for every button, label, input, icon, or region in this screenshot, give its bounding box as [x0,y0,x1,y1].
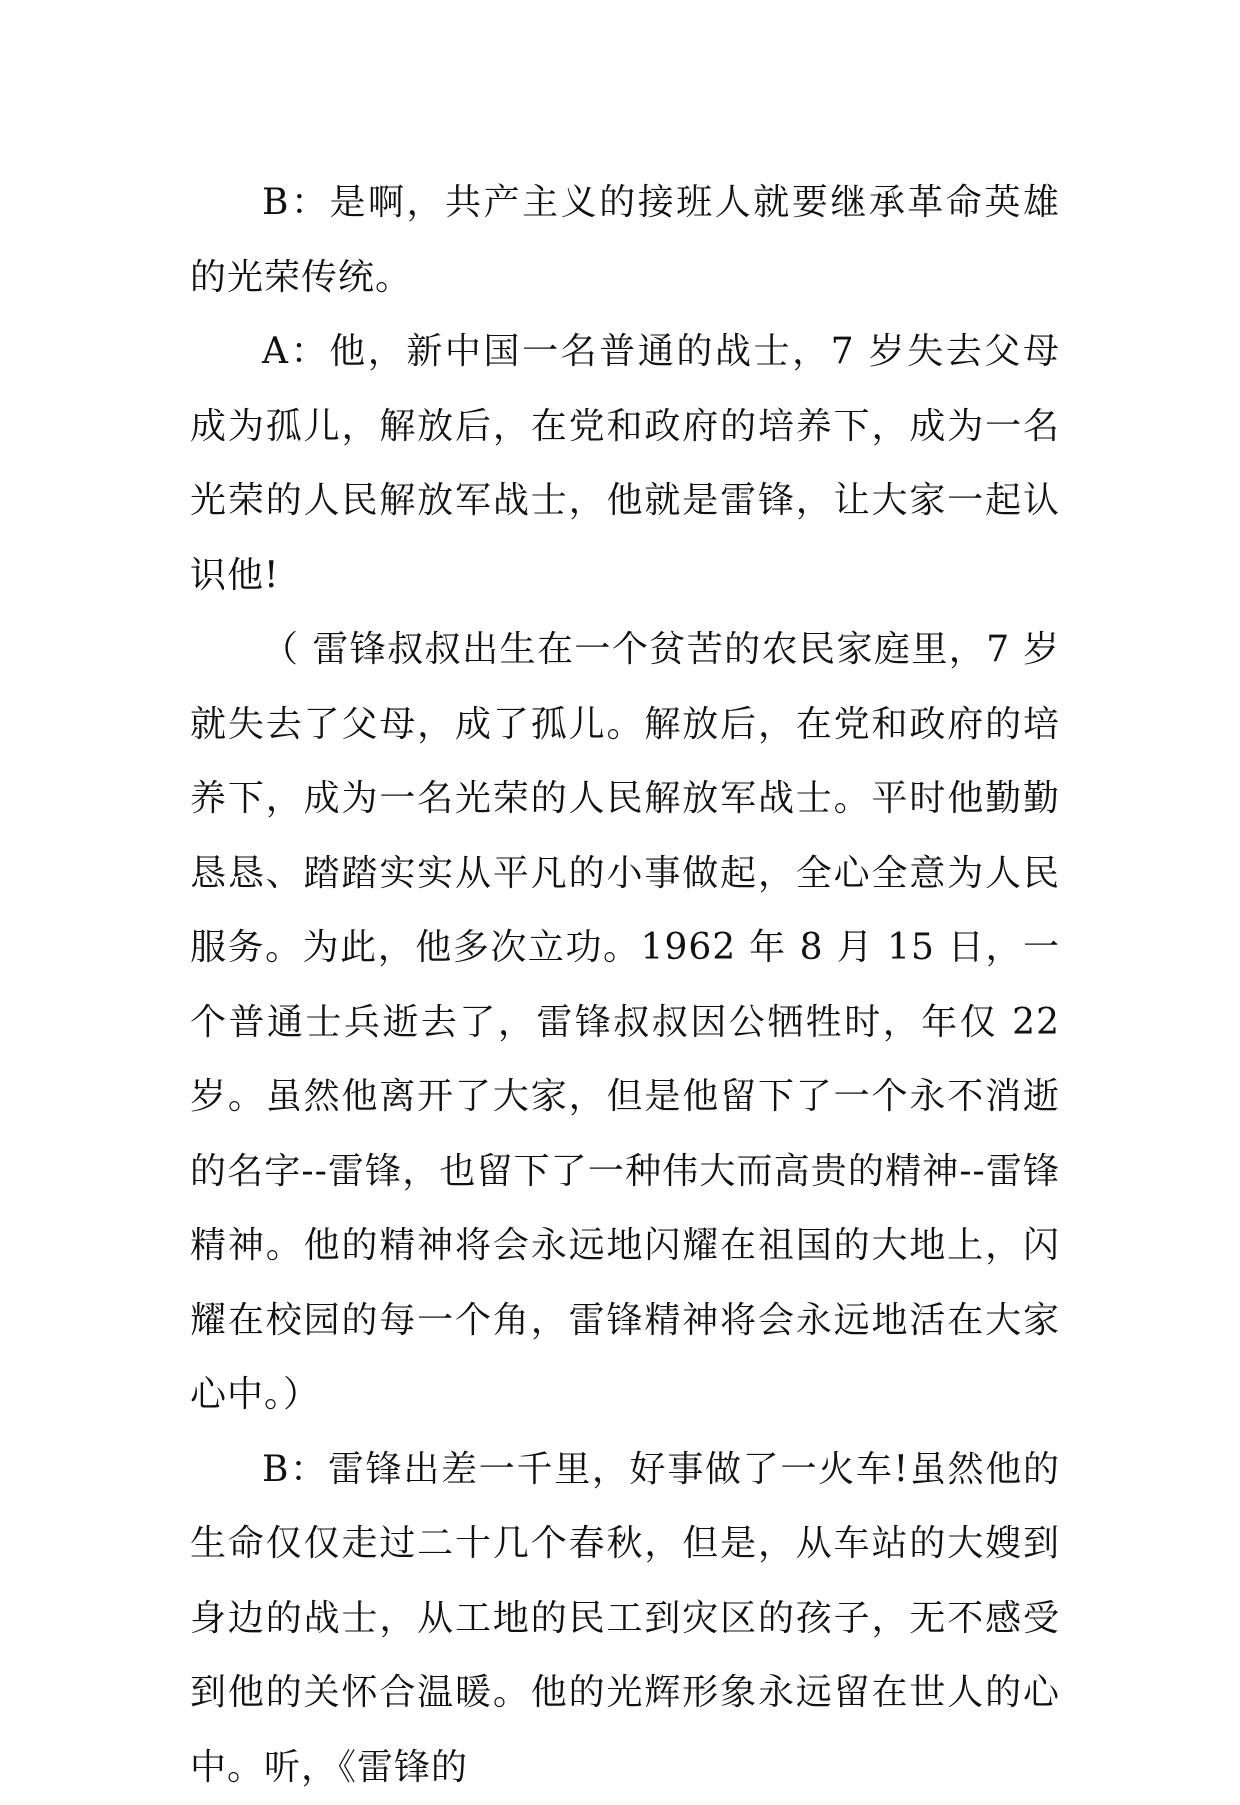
paragraph-b-reply: B：是啊，共产主义的接班人就要继承革命英雄的光荣传统。 [190,166,1060,315]
paragraph-a-intro: A：他，新中国一名普通的战士，7 岁失去父母成为孤儿，解放后，在党和政府的培养下，成为一名光荣的人民解放军战士，他就是雷锋，让大家一起认识他! [190,315,1060,613]
paragraph-narration: （ 雷锋叔叔出生在一个贫苦的农民家庭里，7 岁就失去了父母，成了孤儿。解放后，在党和政府的培养下，成为一名光荣的人民解放军战士。平时他勤勤恳恳、踏踏实实从平凡的小事做起，全心全意为人民服务。为此，他多次立功。1962 年 8 月 15 日，一个普通士兵逝去了，雷锋叔叔因公牺牲时，年仅 22 岁。虽然他离开了大家，但是他留下了一个永不消逝的名字--雷锋，也留下了一种伟大而高贵的精神--雷锋精神。他的精神将会永远地闪耀在祖国的大地上，闪耀在校园的每一个角，雷锋精神将会永远地活在大家心中。） [190,613,1060,1433]
body-text [190,166,1060,1805]
paragraph-b-tribute: B：雷锋出差一千里，好事做了一火车!虽然他的生命仅仅走过二十几个春秋，但是，从车站的大嫂到身边的战士，从工地的民工到灾区的孩子，无不感受到他的关怀合温暖。他的光辉形象永远留在世人的心中。听，《雷锋的 [190,1433,1060,1805]
